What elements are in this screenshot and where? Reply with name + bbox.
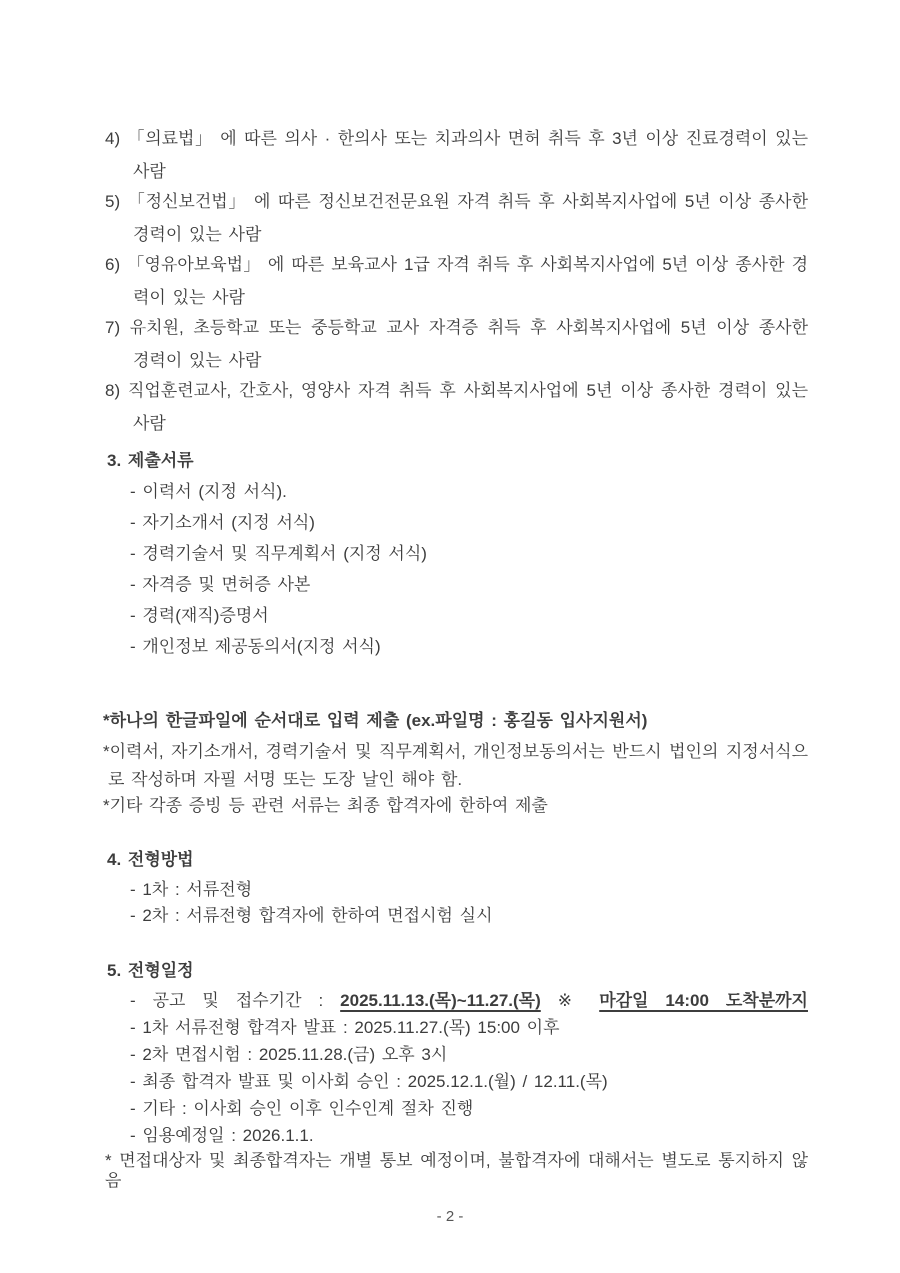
application-period-prefix: - 공고 및 접수기간 : [130,991,341,1010]
qualification-item-7-line-2: 경력이 있는 사람 [133,351,262,370]
schedule-item-first-result: - 1차 서류전형 합격자 발표 : 2025.11.27.(목) 15:00 이후 [130,1018,560,1037]
section-heading-documents: 3. 제출서류 [107,451,194,470]
qualification-item-6-line-2: 력이 있는 사람 [133,288,245,307]
qualification-item-5-line-2: 경력이 있는 사람 [133,225,262,244]
qualification-item-8-line-2: 사람 [133,414,166,433]
document-list-item-career-plan: - 경력기술서 및 직무계획서 (지정 서식) [130,544,427,563]
section-heading-method: 4. 전형방법 [107,850,194,869]
section-heading-schedule: 5. 전형일정 [107,961,194,980]
application-period-dates: 2025.11.13.(목)~11.27.(목) [340,991,541,1010]
schedule-item-handover: - 기타 : 이사회 승인 이후 인수인계 절차 진행 [130,1099,474,1118]
note-etc-evidence: *기타 각종 증빙 등 관련 서류는 최종 합격자에 한하여 제출 [103,796,548,815]
schedule-item-application-period [105,991,808,1011]
note-single-file: *하나의 한글파일에 순서대로 입력 제출 (ex.파일명 : 홍길동 입사지원서) [103,711,648,730]
document-content [105,0,808,1191]
schedule-item-final-result: - 최종 합격자 발표 및 이사회 승인 : 2025.12.1.(월) / 12.11.(목) [130,1072,608,1091]
note-format-line-2: 로 작성하며 자필 서명 또는 도장 날인 해야 함. [108,770,463,789]
document-list-item-resume: - 이력서 (지정 서식). [130,482,287,501]
schedule-item-appointment-date: - 임용예정일 : 2026.1.1. [130,1126,314,1145]
page-number: - 2 - [436,1208,464,1225]
qualification-item-4-line-1: 4) 「의료법」 에 따른 의사 · 한의사 또는 치과의사 면허 취득 후 3년 이상 진료경력이 있는 [105,129,808,148]
qualification-item-6-line-1: 6) 「영유아보육법」 에 따른 보육교사 1급 자격 취득 후 사회복지사업에 5년 이상 종사한 경 [105,255,808,274]
note-format-line-1: *이력서, 자기소개서, 경력기술서 및 직무계획서, 개인정보동의서는 반드시 법인의 지정서식으 [103,742,808,761]
qualification-item-7-line-1: 7) 유치원, 초등학교 또는 중등학교 교사 자격증 취득 후 사회복지사업에 5년 이상 종사한 [105,318,808,337]
qualification-item-8-line-1: 8) 직업훈련교사, 간호사, 영양사 자격 취득 후 사회복지사업에 5년 이상 종사한 경력이 있는 [105,381,808,400]
application-deadline: 마감일 14:00 도착분까지 [599,991,808,1010]
schedule-footnote: * 면접대상자 및 최종합격자는 개별 통보 예정이며, 불합격자에 대해서는 별도로 통지하지 않음 [105,1151,808,1190]
document-list-item-career-cert: - 경력(재직)증명서 [130,606,269,625]
document-list-item-license-copy: - 자격증 및 면허증 사본 [130,575,311,594]
method-item-round-2: - 2차 : 서류전형 합격자에 한하여 면접시험 실시 [130,906,493,925]
schedule-item-interview: - 2차 면접시험 : 2025.11.28.(금) 오후 3시 [130,1045,448,1064]
reference-mark: ※ [540,991,600,1010]
qualification-item-4-line-2: 사람 [133,162,166,181]
method-item-round-1: - 1차 : 서류전형 [130,880,253,899]
document-list-item-privacy-consent: - 개인정보 제공동의서(지정 서식) [130,637,381,656]
document-list-item-cover-letter: - 자기소개서 (지정 서식) [130,513,315,532]
qualification-item-5-line-1: 5) 「정신보건법」 에 따른 정신보건전문요원 자격 취득 후 사회복지사업에 5년 이상 종사한 [105,192,808,211]
